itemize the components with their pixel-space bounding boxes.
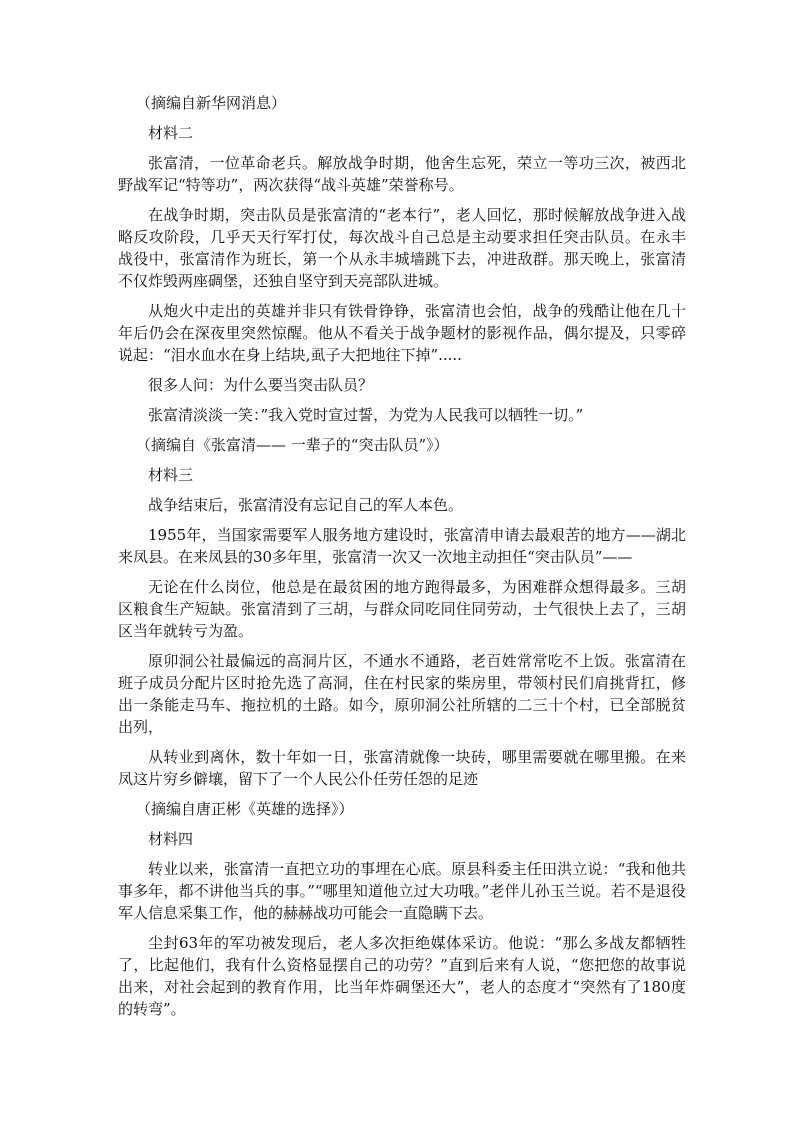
paragraph: 张富清淡淡一笑：”我入党时宣过誓，为党为人民我可以牺牲一切。” (148, 406, 584, 424)
section-heading: 材料二 (148, 124, 194, 142)
paragraph: 在战争时期，突击队员是张富清的“老本行”，老人回忆，那时候解放战争进入战略反攻阶段，几乎天天行军打仗，每次战斗自己总是主动要求担任突击队员。在永丰战役中，张富清作为班长，第一个从永丰城墙跳下去，冲进敌群。那天晚上，张富清不仅炸毁两座碉堡，还独自坚守到天亮部队进城。 (118, 206, 686, 290)
paragraph: 张富清，一位革命老兵。解放战争时期，他舍生忘死，荣立一等功三次，被西北野战军记“特等功”，两次获得“战斗英雄”荣誉称号。 (118, 154, 686, 194)
source-note: （摘编自新华网消息） (136, 94, 287, 112)
paragraph: 无论在什么岗位，他总是在最贫困的地方跑得最多，为困难群众想得最多。三胡区粮食生产短缺。张富清到了三胡，与群众同吃同住同劳动，士气很快上去了，三胡区当年就转亏为盈。 (118, 578, 686, 640)
paragraph: 从炮火中走出的英雄并非只有铁骨铮铮，张富清也会怕，战争的残酷让他在几十年后仍会在深夜里突然惊醒。他从不看关于战争题材的影视作品，偶尔提及，只零碎说起：“泪水血水在身上结块,虱子大把地往下掉”..... (118, 302, 686, 364)
paragraph: 转业以来，张富清一直把立功的事埋在心底。原县科委主任田洪立说：“我和他共事多年，都不讲他当兵的事。”“哪里知道他立过大功哦。”老伴儿孙玉兰说。若不是退役军人信息采集工作，他的赫赫战功可能会一直隐瞒下去。 (118, 860, 686, 922)
paragraph: 尘封63年的军功被发现后，老人多次拒绝媒体采访。他说：“那么多战友都牺牲了，比起他们，我有什么资格显摆自己的功劳？”直到后来有人说，“您把您的故事说出来，对社会起到的教育作用，比当年炸碉堡还大”，老人的态度才“突然有了180度的转弯”。 (118, 934, 686, 1018)
source-note: （摘编自唐正彬《英雄的选择》） (136, 800, 354, 818)
section-heading: 材料三 (148, 466, 194, 484)
paragraph: 原卯洞公社最偏远的高洞片区，不通水不通路，老百姓常常吃不上饭。张富清在班子成员分配片区时抢先选了高洞，住在村民家的柴房里，带领村民们肩挑背扛，修出一条能走马车、拖拉机的土路。如今，原卯洞公社所辖的二三十个村，已全部脱贫出列， (118, 652, 686, 736)
paragraph: 从转业到离休，数十年如一日，张富清就像一块砖，哪里需要就在哪里搬。在来凤这片穷乡僻壤，留下了一个人民公仆任劳任怨的足迹 (118, 748, 686, 788)
source-note: （摘编自《张富清—— 一辈子的“突击队员”》） (136, 436, 449, 454)
document-page (118, 92, 686, 1028)
section-heading: 材料四 (148, 830, 194, 848)
paragraph: 1955年，当国家需要军人服务地方建设时，张富清申请去最艰苦的地方——湖北来凤县。在来凤县的30多年里，张富清一次又一次地主动担任“突击队员”—— (118, 526, 686, 566)
paragraph: 很多人问：为什么要当突击队员？ (148, 376, 374, 394)
paragraph: 战争结束后，张富清没有忘记自己的军人本色。 (148, 496, 464, 514)
